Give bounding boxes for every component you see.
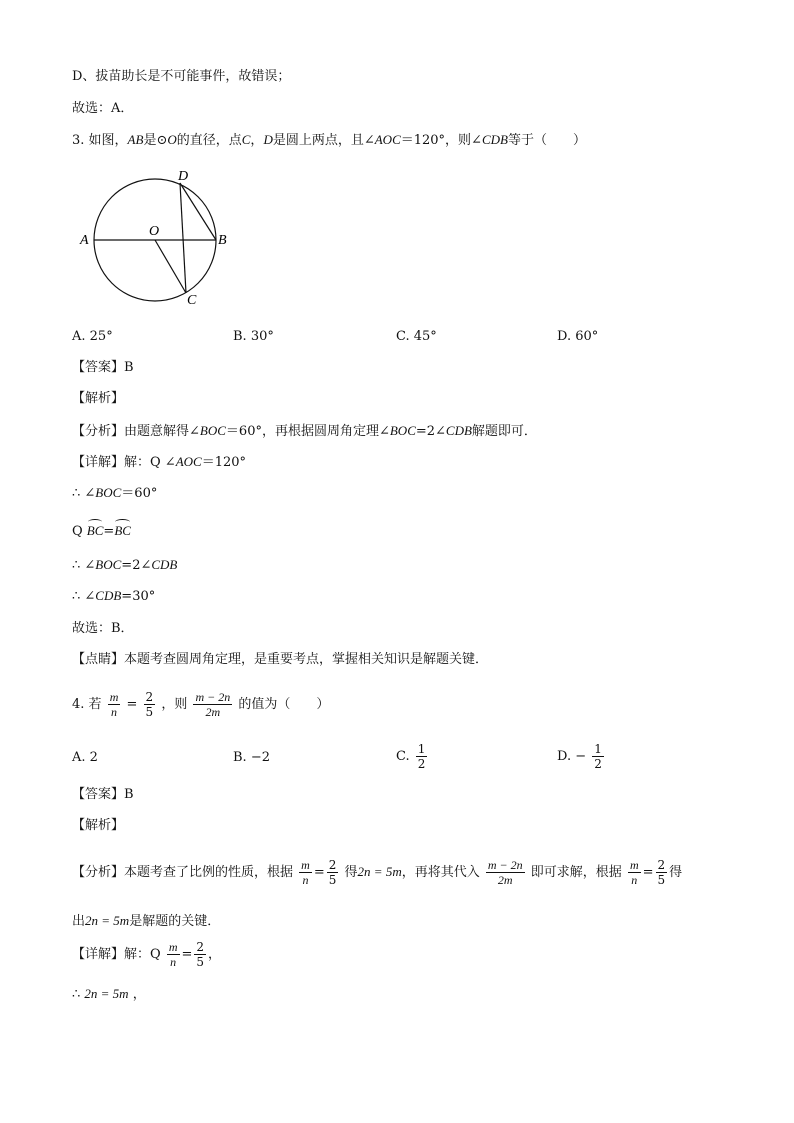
label-o: O	[149, 224, 160, 239]
circle-figure	[76, 164, 256, 314]
segment-dc	[180, 183, 186, 293]
q3-step-1: ∴ ∠BOC＝60°	[72, 485, 158, 501]
q3-fenxi: 【分析】由题意解得∠BOC＝60°，再根据圆周角定理∠BOC=2∠CDB解题即可．	[72, 423, 537, 439]
q3-option-c: C. 45°	[396, 329, 437, 344]
label-d: D	[178, 169, 189, 184]
q3-dianjing: 【点睛】本题考查圆周角定理，是重要考点，掌握相关知识是解题关键．	[72, 652, 489, 667]
q3-xiangjie: 【详解】解：Q ∠AOC＝120°	[72, 454, 247, 470]
text-line-1: D、拔苗助长是不可能事件，故错误；	[72, 69, 291, 84]
q3-step-4: ∴ ∠CDB=30°	[72, 588, 156, 604]
q4-fenxi: 【分析】本题考查了比例的性质，根据 $\frac{m}{n}$ = $\frac{2}{5}$ 得2n = 5m，再将其代入 $\frac{m - 2n}{2m}$ 即可求解，根据 $\frac{m}{n}$ = $\frac{2}{5}$ 得	[72, 858, 683, 887]
q3-step-2: Q BC=BC	[72, 523, 131, 539]
question-4: 4. 若 $\frac{m}{n}$ = $\frac{2}{5}$ ，则 $\frac{m - 2n}{2m}$ 的值为（ ）	[72, 690, 330, 719]
q4-option-c: C. $\frac{1}{2}$	[396, 742, 426, 771]
q4-option-b: B. −2	[233, 750, 270, 765]
q4-answer: 【答案】B	[72, 787, 134, 802]
q4-option-d: D. − $\frac{1}{2}$	[557, 742, 602, 771]
question-3: 3. 如图，AB是⊙O的直径，点C，D是圆上两点，且∠AOC＝120°，则∠CDB等于（ ）	[72, 132, 586, 148]
q4-option-a: A. 2	[72, 750, 98, 765]
segment-oc	[155, 240, 186, 293]
q4-xiangjie: 【详解】解：Q $\frac{m}{n}$ = $\frac{2}{5}$ ，	[72, 940, 222, 969]
q3-option-a: A. 25°	[72, 329, 113, 344]
q4-step-1: ∴ 2n = 5m ，	[72, 986, 146, 1002]
q4-analysis-tag: 【解析】	[72, 818, 125, 833]
q3-choose: 故选：B．	[72, 621, 134, 636]
q3-step-3: ∴ ∠BOC=2∠CDB	[72, 557, 178, 573]
q3-option-d: D. 60°	[557, 329, 599, 344]
q3-analysis-tag: 【解析】	[72, 391, 125, 406]
label-b: B	[218, 233, 227, 248]
label-c: C	[187, 293, 197, 308]
segment-db	[180, 183, 216, 240]
text-line-2: 故选：A．	[72, 101, 134, 116]
label-a: A	[80, 233, 89, 248]
q4-fenxi-cont: 出2n = 5m是解题的关键．	[72, 913, 221, 929]
q3-answer: 【答案】B	[72, 360, 134, 375]
q3-option-b: B. 30°	[233, 329, 274, 344]
